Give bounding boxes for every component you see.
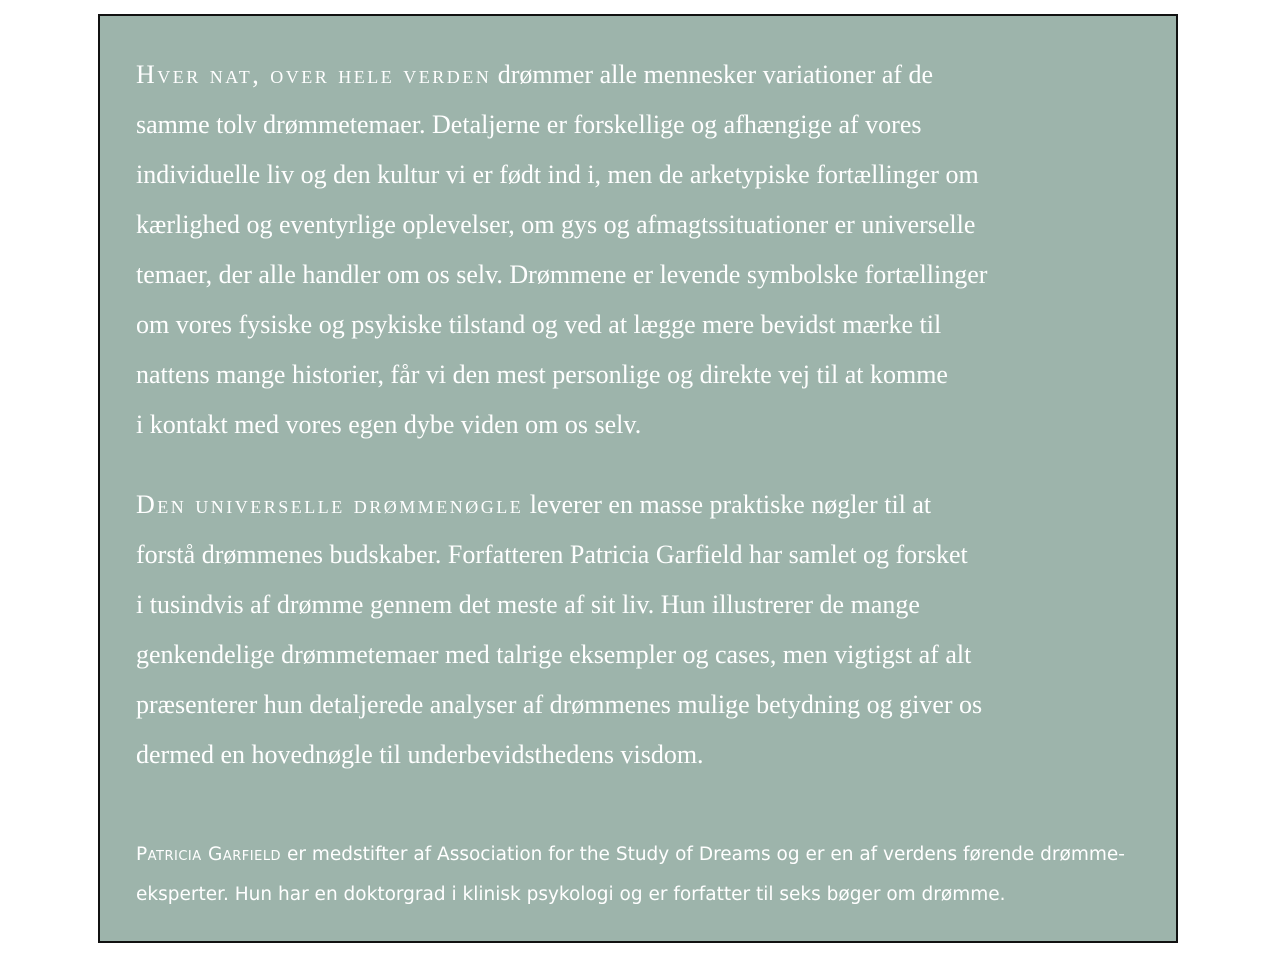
intro-line-6: om vores fysiske og psykiske tilstand og ved at lægge mere bevidst mærke til bbox=[136, 310, 942, 339]
intro-line-1 bbox=[136, 50, 1166, 100]
book-title: Den universelle drømmenøgle bbox=[136, 490, 524, 519]
author-name: Patricia Garfield bbox=[136, 844, 282, 865]
description-line-1-text: leverer en masse praktiske nøgler til at bbox=[523, 490, 932, 519]
description-paragraph bbox=[136, 480, 1166, 780]
intro-lead: Hver nat, over hele verden bbox=[136, 60, 492, 89]
intro-line-5: temaer, der alle handler om os selv. Drømmene er levende symbolske fortællinger bbox=[136, 260, 988, 289]
description-line-6: dermed en hovednøgle til underbevidsthedens visdom. bbox=[136, 740, 704, 769]
intro-line-1-text: drømmer alle mennesker variationer af de bbox=[491, 60, 934, 89]
description-line-2: forstå drømmenes budskaber. Forfatteren Patricia Garfield har samlet og forsket bbox=[136, 540, 968, 569]
description-line-5: præsenterer hun detaljerede analyser af drømmenes mulige betydning og giver os bbox=[136, 690, 983, 719]
description-line-4: genkendelige drømmetemaer med talrige eksempler og cases, men vigtigst af alt bbox=[136, 640, 972, 669]
description-line-3: i tusindvis af drømme gennem det meste af sit liv. Hun illustrerer de mange bbox=[136, 590, 920, 619]
author-bio-line-2: eksperter. Hun har en doktorgrad i klinisk psykologi og er forfatter til seks bøger om drømme. bbox=[136, 884, 1006, 905]
intro-line-7: nattens mange historier, får vi den mest personlige og direkte vej til at komme bbox=[136, 360, 948, 389]
back-cover-panel bbox=[98, 14, 1178, 943]
intro-line-4: kærlighed og eventyrlige oplevelser, om gys og afmagtssituationer er universelle bbox=[136, 210, 976, 239]
author-bio bbox=[136, 835, 1166, 915]
intro-line-3: individuelle liv og den kultur vi er født ind i, men de arketypiske fortællinger om bbox=[136, 160, 979, 189]
intro-line-2: samme tolv drømmetemaer. Detaljerne er forskellige og afhængige af vores bbox=[136, 110, 922, 139]
description-line-1 bbox=[136, 480, 1166, 530]
intro-paragraph bbox=[136, 50, 1166, 450]
author-bio-line-1-text: er medstifter af Association for the Study of Dreams og er en af verdens førende drømme- bbox=[281, 844, 1125, 865]
author-bio-line-1 bbox=[136, 835, 1166, 875]
intro-line-8: i kontakt med vores egen dybe viden om os selv. bbox=[136, 410, 642, 439]
